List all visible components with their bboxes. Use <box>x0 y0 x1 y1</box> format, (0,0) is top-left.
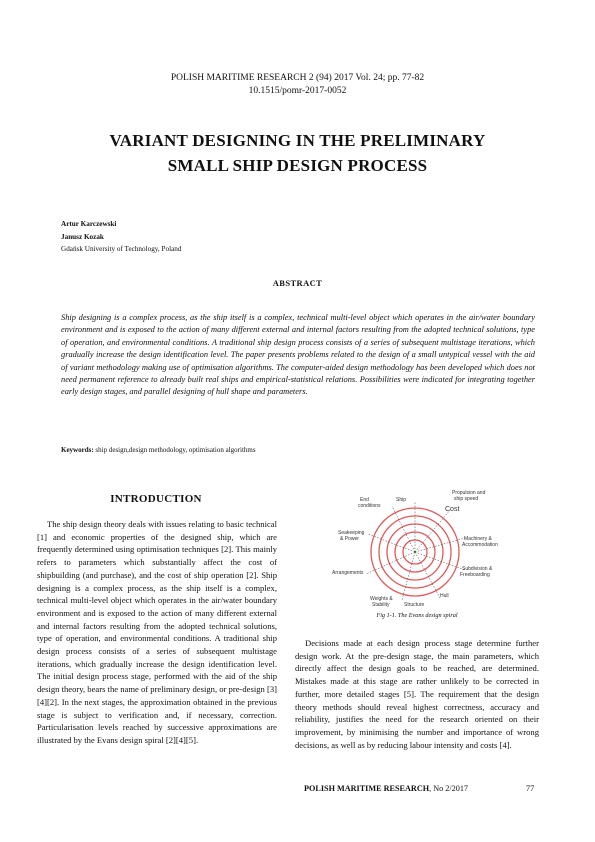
label-hull: Hull <box>440 593 449 599</box>
page-number: 77 <box>526 784 535 793</box>
title-line-2: SMALL SHIP DESIGN PROCESS <box>167 156 428 175</box>
label-weights: Weights & <box>370 596 393 602</box>
label-end: End <box>360 497 369 503</box>
title-line-1: VARIANT DESIGNING IN THE PRELIMINARY <box>109 131 486 150</box>
authors-block <box>61 218 181 256</box>
label-end-conditions: conditions <box>358 503 381 509</box>
author-2: Janusz Kozak <box>61 232 104 241</box>
label-machinery: Machinery & <box>464 536 492 542</box>
label-ship: Ship <box>396 497 407 503</box>
introduction-heading: INTRODUCTION <box>110 493 202 505</box>
abstract-text: Ship designing is a complex process, as the ship itself is a complex, technical multi-level object which operates in the air/water boundary environment and is exposed to the action of many different external and internal factors resulting from the adopted technical solutions, type of operation, and environmental conditions. A traditional ship design process consists of a series of subsequent multistage iterations, which gradually increase the design identification level. The paper presents problems related to the design of a small untypical vessel with the aid of variant methodology making use of optimisation algorithms. The computer-aided design methodology has been developed which does not need permanent reference to already built real ships and empirical-statistical relations. Possibilities were indicated for integrating together early design stages, and parallel designing of hull shape and parameters. <box>61 313 535 397</box>
label-freeboarding: Freeboarding <box>460 572 490 578</box>
introduction-column-2: Decisions made at each design process stage determine further design work. At the pre-design stage, the main parameters, which directly affect the design goals to be reached, are determined. Mistakes made at this stage are rather unlikely to be corrected in further, more detailed stages [5]. The requirement that the design theory methods should reveal highest correctness, accuracy and reliability, justifies the need for the research oriented on their improvement, by minimising the number and importance of wrong decisions, as well as by reducing labour intensity and costs [4]. <box>295 638 539 750</box>
footer-journal <box>304 784 468 793</box>
paper-title <box>60 128 535 178</box>
label-ship-speed: ship speed <box>454 496 479 502</box>
spiral-spokes <box>366 502 465 600</box>
label-arrangements: Arrangements <box>332 570 364 576</box>
footer-issue: , No 2/2017 <box>429 784 468 793</box>
doi: 10.1515/pomr-2017-0052 <box>248 86 347 96</box>
author-1: Artur Karczewski <box>61 220 117 228</box>
figure-caption: Fig 1-1. The Evans design spiral <box>376 612 458 619</box>
spoke <box>402 552 415 600</box>
label-subdivision: Subdivision & <box>462 566 493 572</box>
label-accommodation: Accommodation <box>462 542 498 548</box>
abstract-heading: ABSTRACT <box>272 278 323 288</box>
label-propulsion: Propulsion and <box>452 490 486 496</box>
introduction-column-1: The ship design theory deals with issues relating to basic technical [1] and economic properties of the designed ship, which are frequently determined using optimisation techniques [2]. This mainly refers to parameters which substantially affect the cost of shipbuilding (and purchase), and the cost of ship operation [2]. Ship designing is a complex process, as the ship itself is a complex, technical multi-level object which operates in the air/water boundary environment and is exposed to the action of many different external and internal factors resulting from the adopted technical solutions, type of operation, and environmental conditions. A traditional ship design process consists of a series of subsequent multistage iterations, which gradually increase the design identification level. The initial design process stage, performed with the aid of the ship design theory, bears the name of preliminary design, or pre-design [3][4][2]. In the next stages, the approximation obtained in the previous stage is subject to verification and, if necessary, correction. Particularisation levels reached by successive approximations are illustrated by the Evans design spiral [2][4][5]. <box>37 519 277 745</box>
label-cost: Cost <box>445 506 460 513</box>
keywords <box>61 446 256 454</box>
footer-journal-name: POLISH MARITIME RESEARCH <box>304 784 430 793</box>
label-seakeeping: Seakeeping <box>338 530 365 536</box>
keywords-text: ship design,design methodology, optimisation algorithms <box>95 446 256 454</box>
keywords-label: Keywords: <box>61 446 94 454</box>
journal-line: POLISH MARITIME RESEARCH 2 (94) 2017 Vol. 24; pp. 77-82 <box>170 73 425 83</box>
evans-design-spiral-figure <box>330 488 500 613</box>
label-structure: Structure <box>404 602 425 608</box>
journal-header <box>0 72 595 98</box>
label-stability: Stability <box>372 602 390 608</box>
label-power: & Power <box>340 536 359 542</box>
affiliation: Gdańsk University of Technology, Poland <box>61 245 182 253</box>
